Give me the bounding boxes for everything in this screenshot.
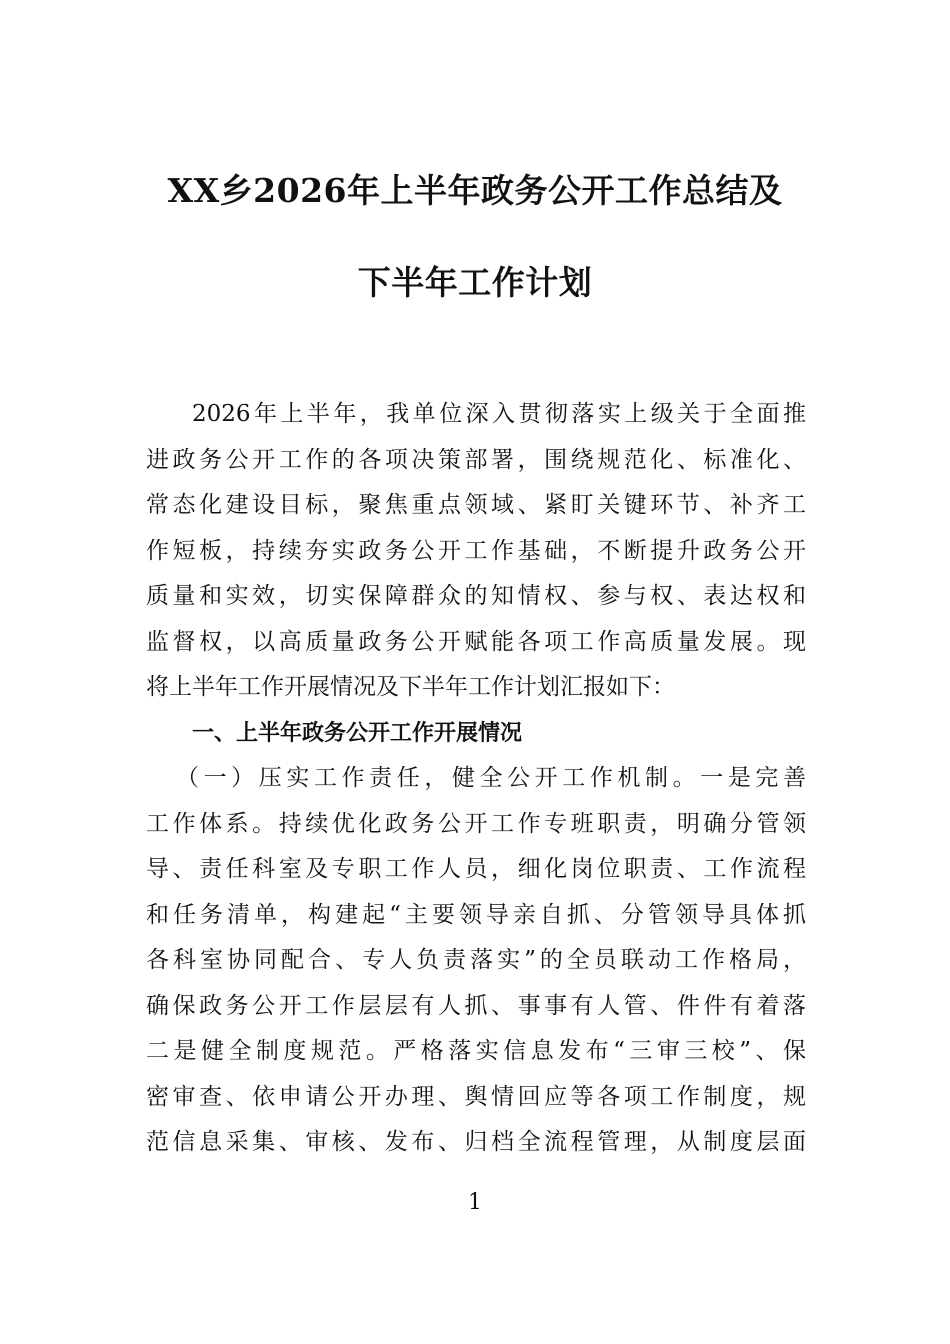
section-line: 范信息采集、审核、发布、归档全流程管理，从制度层面 [146,1129,806,1155]
section-line: 密审查、依申请公开办理、舆情回应等各项工作制度，规 [146,1083,806,1110]
section-line: 导、责任科室及专职工作人员，细化岗位职责、工作流程 [146,856,806,882]
section-heading: 一、上半年政务公开工作开展情况 [192,720,523,746]
document-body [146,392,806,1166]
section-line: 各科室协同配合、专人负责落实”的全员联动工作格局， [146,947,806,973]
intro-line: 进政务公开工作的各项决策部署，围绕规范化、标准化、 [146,446,806,473]
section-line: （一）压实工作责任，健全公开工作机制。一是完善 [176,765,806,791]
intro-line: 2026年上半年，我单位深入贯彻落实上级关于全面推 [192,401,806,427]
intro-line: 监督权，以高质量政务公开赋能各项工作高质量发展。现 [146,628,806,655]
section-line: 二是健全制度规范。严格落实信息发布“三审三校”、保 [146,1038,806,1064]
intro-line: 将上半年工作开展情况及下半年工作计划汇报如下： [146,674,675,700]
document-title-line-2: 下半年工作计划 [357,263,593,302]
document-title-line-1: XX乡2026年上半年政务公开工作总结及 [167,171,783,210]
section-line: 和任务清单，构建起“主要领导亲自抓、分管领导具体抓 [146,901,806,928]
intro-line: 质量和实效，切实保障群众的知情权、参与权、表达权和 [146,583,806,609]
section-line: 工作体系。持续优化政务公开工作专班职责，明确分管领 [146,810,806,837]
page-number: 1 [468,1190,482,1215]
intro-line: 常态化建设目标，聚焦重点领域、紧盯关键环节、补齐工 [146,492,806,518]
section-line: 确保政务公开工作层层有人抓、事事有人管、件件有着落 [146,992,806,1019]
intro-line: 作短板，持续夯实政务公开工作基础，不断提升政务公开 [146,537,806,564]
